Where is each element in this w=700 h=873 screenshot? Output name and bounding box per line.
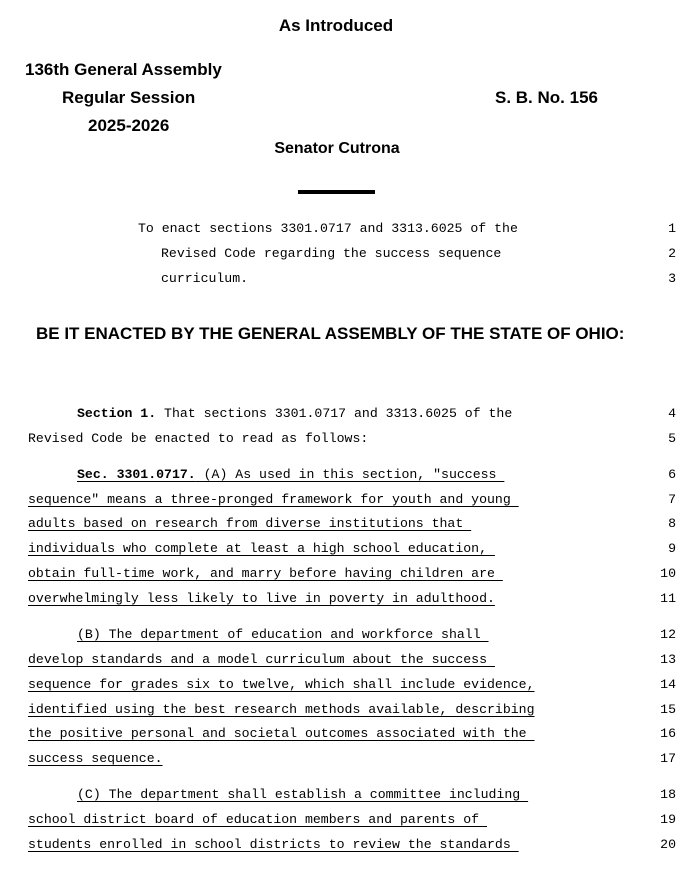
line-number: 17 <box>660 751 676 766</box>
line-text: adults based on research from diverse institutions that <box>28 516 472 531</box>
session-years: 2025-2026 <box>88 116 170 135</box>
line-number: 8 <box>668 516 676 531</box>
line-number: 4 <box>668 406 676 421</box>
line-number: 7 <box>668 492 676 507</box>
body-line <box>0 626 700 646</box>
body-line <box>0 590 700 610</box>
line-text: the positive personal and societal outcomes associated with the <box>28 726 535 741</box>
session-name: Regular Session <box>62 88 196 107</box>
line-text: (B) The department of education and workforce shall <box>77 627 489 642</box>
body-line <box>0 786 700 806</box>
line-text: obtain full-time work, and marry before having children are <box>28 566 503 581</box>
title-text: curriculum. <box>161 271 249 286</box>
line-text: identified using the best research methods available, describing <box>28 702 535 717</box>
line-text: overwhelmingly less likely to live in poverty in adulthood. <box>28 591 495 606</box>
body-line <box>0 515 700 535</box>
line-text: develop standards and a model curriculum about the success <box>28 652 495 667</box>
body-line <box>0 491 700 511</box>
bill-sponsor: Senator Cutrona <box>274 140 400 157</box>
assembly-name: 136th General Assembly <box>25 60 222 79</box>
line-number: 5 <box>668 431 676 446</box>
body-line <box>0 701 700 721</box>
body-line <box>0 540 700 560</box>
line-number: 1 <box>668 221 676 236</box>
line-text: That sections 3301.0717 and 3313.6025 of the <box>156 406 513 421</box>
line-number: 10 <box>660 566 676 581</box>
title-text: Revised Code regarding the success sequence <box>161 246 502 261</box>
line-text: (C) The department shall establish a committee including <box>77 787 529 802</box>
line-number: 6 <box>668 467 676 482</box>
enacting-clause: BE IT ENACTED BY THE GENERAL ASSEMBLY OF THE STATE OF OHIO: <box>36 324 625 343</box>
line-number: 3 <box>668 271 676 286</box>
body-line <box>0 430 700 450</box>
title-line <box>0 220 700 240</box>
body-line <box>0 811 700 831</box>
line-text: Revised Code be enacted to read as follows: <box>28 431 369 446</box>
body-line <box>0 466 700 486</box>
line-text: sequence" means a three-pronged framework for youth and young <box>28 492 519 507</box>
section-heading: Section 1. <box>77 406 157 421</box>
line-text: (A) As used in this section, "success <box>195 467 505 482</box>
bill-status: As Introduced <box>278 16 394 35</box>
line-text: individuals who complete at least a high school education, <box>28 541 495 556</box>
line-number: 11 <box>660 591 676 606</box>
line-number: 9 <box>668 541 676 556</box>
title-line <box>0 245 700 265</box>
line-text: success sequence. <box>28 751 163 766</box>
body-line <box>0 750 700 770</box>
line-number: 15 <box>660 702 676 717</box>
body-line <box>0 676 700 696</box>
title-line <box>0 270 700 290</box>
line-number: 18 <box>660 787 676 802</box>
title-text: To enact sections 3301.0717 and 3313.6025 of the <box>138 221 518 236</box>
line-text: school district board of education members and parents of <box>28 812 487 827</box>
line-text: sequence for grades six to twelve, which shall include evidence, <box>28 677 535 692</box>
body-line <box>0 725 700 745</box>
line-text: students enrolled in school districts to review the standards <box>28 837 519 852</box>
body-line <box>0 836 700 856</box>
section-heading: Sec. 3301.0717. <box>77 467 196 482</box>
body-line <box>0 651 700 671</box>
bill-number: S. B. No. 156 <box>495 88 598 107</box>
line-number: 2 <box>668 246 676 261</box>
line-number: 16 <box>660 726 676 741</box>
line-number: 19 <box>660 812 676 827</box>
line-number: 20 <box>660 837 676 852</box>
line-number: 13 <box>660 652 676 667</box>
line-number: 14 <box>660 677 676 692</box>
line-number: 12 <box>660 627 676 642</box>
divider-rule <box>298 190 375 194</box>
body-line <box>0 565 700 585</box>
body-line <box>0 405 700 425</box>
